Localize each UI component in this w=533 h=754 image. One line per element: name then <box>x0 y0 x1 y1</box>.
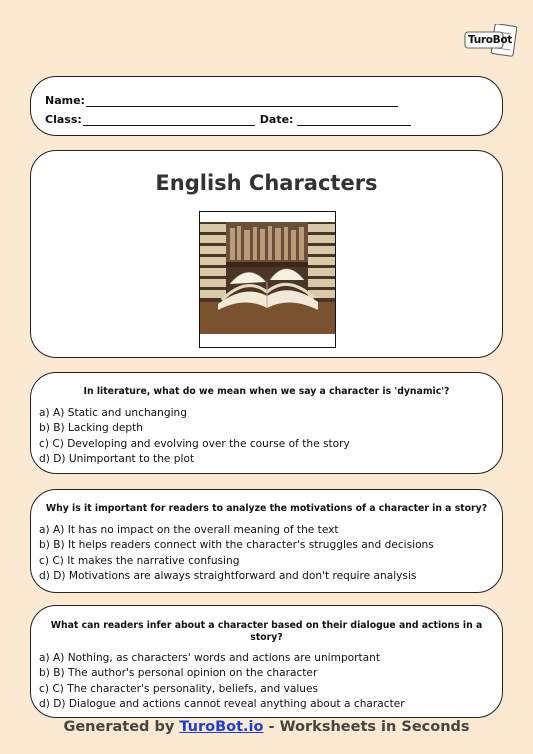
option-a[interactable]: a) A) Static and unchanging <box>39 407 187 419</box>
title-card <box>30 150 503 358</box>
footer-prefix: Generated by <box>63 719 180 735</box>
name-label: Name: <box>45 94 85 107</box>
question-card-2 <box>30 489 503 593</box>
worksheet-title: English Characters <box>155 171 378 195</box>
question-text: In literature, what do we mean when we say a character is 'dynamic'? <box>83 386 450 397</box>
student-info-card <box>30 76 503 136</box>
option-b[interactable]: b) B) It helps readers connect with the character's struggles and decisions <box>39 539 434 552</box>
logo-text: TuroBot <box>467 34 512 46</box>
option-c[interactable]: c) C) Developing and evolving over the course of the story <box>39 437 350 450</box>
books-image <box>199 211 336 348</box>
option-d[interactable]: d) D) Dialogue and actions cannot reveal anything about a character <box>39 698 405 711</box>
open-books-icon <box>200 222 335 334</box>
class-input-line[interactable] <box>83 115 255 126</box>
footer-suffix: - Worksheets in Seconds <box>263 719 470 735</box>
option-a[interactable]: a) A) Nothing, as characters' words and actions are unimportant <box>39 652 381 664</box>
options-list <box>39 523 434 585</box>
question-text: Why is it important for readers to analyze the motivations of a character in a story? <box>45 503 488 514</box>
option-c[interactable]: c) C) The character's personality, beliefs, and values <box>39 682 319 695</box>
options-list <box>39 651 405 713</box>
option-b[interactable]: b) B) Lacking depth <box>39 422 143 435</box>
turobot-logo <box>463 24 517 58</box>
footer <box>0 719 533 735</box>
option-b[interactable]: b) B) The author's personal opinion on the character <box>39 667 318 680</box>
option-d[interactable]: d) D) Motivations are always straightforward and don't require analysis <box>39 570 417 583</box>
question-text: What can readers infer about a character based on their dialogue and actions in a story? <box>50 620 483 643</box>
date-input-line[interactable] <box>297 115 411 126</box>
date-label: Date: <box>259 113 294 126</box>
class-date-row <box>45 113 411 126</box>
class-label: Class: <box>45 113 82 126</box>
question-card-1 <box>30 372 503 474</box>
name-row <box>45 94 398 107</box>
option-d[interactable]: d) D) Unimportant to the plot <box>39 453 195 466</box>
turobot-link[interactable]: TuroBot.io <box>179 719 264 735</box>
option-c[interactable]: c) C) It makes the narrative confusing <box>39 554 240 567</box>
name-input-line[interactable] <box>86 96 398 107</box>
options-list <box>39 406 350 468</box>
question-card-3 <box>30 605 503 718</box>
option-a[interactable]: a) A) It has no impact on the overall meaning of the text <box>39 524 339 536</box>
